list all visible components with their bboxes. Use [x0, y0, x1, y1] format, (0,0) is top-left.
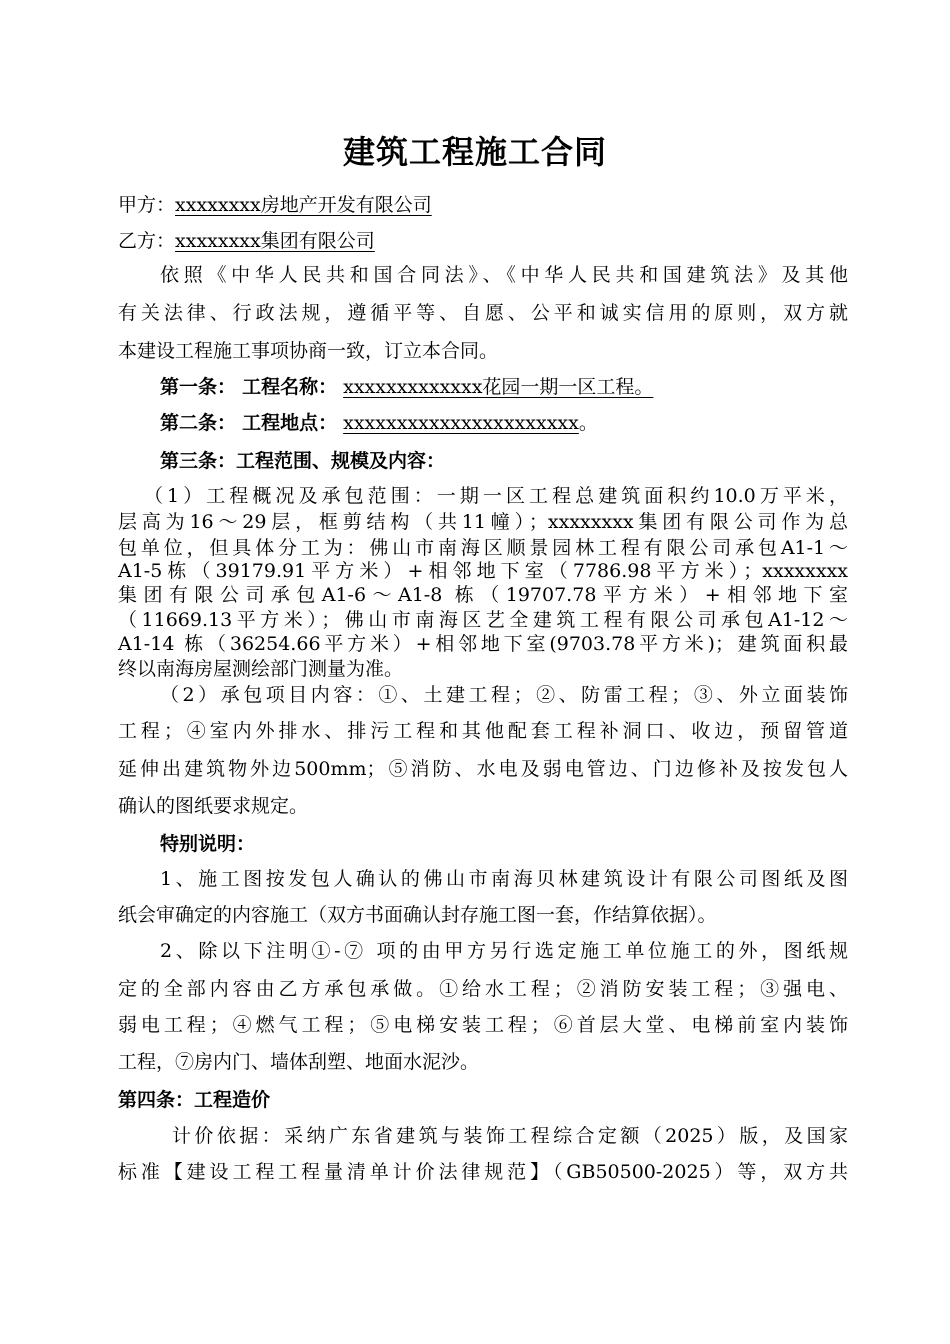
- project-name: xxxxxxxxxxxxx花园一期一区工程。: [343, 376, 654, 398]
- article-2: [160, 411, 890, 435]
- party-b-label: 乙方：: [118, 230, 176, 252]
- article-2-label: 第二条：: [160, 412, 237, 434]
- scope-1-line: 包单位，但具体分工为：佛山市南海区顺景园林工程有限公司承包A1-1～: [118, 537, 848, 559]
- scope-2-line: 延伸出建筑物外边500mm；⑤消防、水电及弱电管边、门边修补及按发包人: [118, 758, 848, 780]
- party-b-name: xxxxxxxx集团有限公司: [175, 230, 375, 252]
- preamble-line: 依照《中华人民共和国合同法》、《中华人民共和国建筑法》及其他: [160, 264, 848, 286]
- special-item-line: 2、除以下注明①-⑦ 项的由甲方另行选定施工单位施工的外，图纸规: [160, 940, 848, 962]
- special-item-line: 工程，⑦房内门、墙体刮塑、地面水泥沙。: [118, 1051, 480, 1073]
- party-a-line: [118, 193, 848, 217]
- preamble-line: 有关法律、行政法规，遵循平等、自愿、公平和诚实信用的原则，双方就: [118, 302, 848, 324]
- article-3-heading: 第三条：工程范围、规模及内容：: [160, 450, 446, 472]
- article-1: [160, 375, 890, 399]
- party-b-line: [118, 229, 848, 253]
- project-location: xxxxxxxxxxxxxxxxxxxxxx: [343, 412, 579, 434]
- special-item-line: 1、施工图按发包人确认的佛山市南海贝林建筑设计有限公司图纸及图: [160, 868, 848, 890]
- special-notes-heading: 特别说明：: [160, 833, 256, 855]
- article-1-label: 第一条：: [160, 376, 237, 398]
- special-item-line: 纸会审确定的内容施工（双方书面确认封存施工图一套，作结算依据）。: [118, 904, 717, 926]
- scope-1-line: A1-14 栋（36254.66平方米）+相邻地下室(9703.78平方米)；建筑面积最: [118, 633, 848, 655]
- scope-2-line: （2）承包项目内容：①、土建工程；②、防雷工程；③、外立面装饰: [160, 684, 848, 706]
- party-a-label: 甲方：: [118, 194, 176, 216]
- scope-1-line: 集团有限公司承包A1-6～A1-8 栋（19707.78平方米）+相邻地下室: [118, 584, 848, 606]
- preamble-line: 本建设工程施工事项协商一致，订立本合同。: [118, 340, 499, 362]
- article-1-field: 工程名称：: [242, 376, 338, 398]
- article-2-suffix: 。: [578, 412, 598, 434]
- party-a-name: xxxxxxxx房地产开发有限公司: [175, 194, 432, 216]
- article-2-field: 工程地点：: [242, 412, 338, 434]
- scope-2-line: 确认的图纸要求规定。: [118, 795, 309, 817]
- article-4-line: 标准【建设工程工程量清单计价法律规范】（GB50500-2025）等，双方共: [118, 1161, 848, 1183]
- document-title: 建筑工程施工合同: [342, 133, 607, 171]
- special-item-line: 弱电工程；④燃气工程；⑤电梯安装工程；⑥首层大堂、电梯前室内装饰: [118, 1014, 848, 1036]
- scope-1-line: A1-5栋（39179.91平方米）+相邻地下室（7786.98平方米）；xxxxxxxx: [118, 560, 848, 582]
- scope-1-line: （11669.13平方米）；佛山市南海区艺全建筑工程有限公司承包A1-12～: [118, 609, 848, 631]
- scope-2-line: 工程；④室内外排水、排污工程和其他配套工程补洞口、收边，预留管道: [118, 720, 848, 742]
- article-4-line: 计价依据：采纳广东省建筑与装饰工程综合定额（2025）版，及国家: [172, 1125, 848, 1147]
- special-item-line: 定的全部内容由乙方承包承做。①给水工程；②消防安装工程；③强电、: [118, 978, 848, 1000]
- scope-1-line: 层高为16～29层，框剪结构（共11幢）；xxxxxxxx集团有限公司作为总: [118, 511, 848, 533]
- article-4-heading: 第四条：工程造价: [118, 1089, 271, 1111]
- scope-1-line: （1）工程概况及承包范围：一期一区工程总建筑面积约10.0万平米，: [144, 485, 848, 507]
- scope-1-line: 终以南海房屋测绘部门测量为准。: [118, 658, 404, 680]
